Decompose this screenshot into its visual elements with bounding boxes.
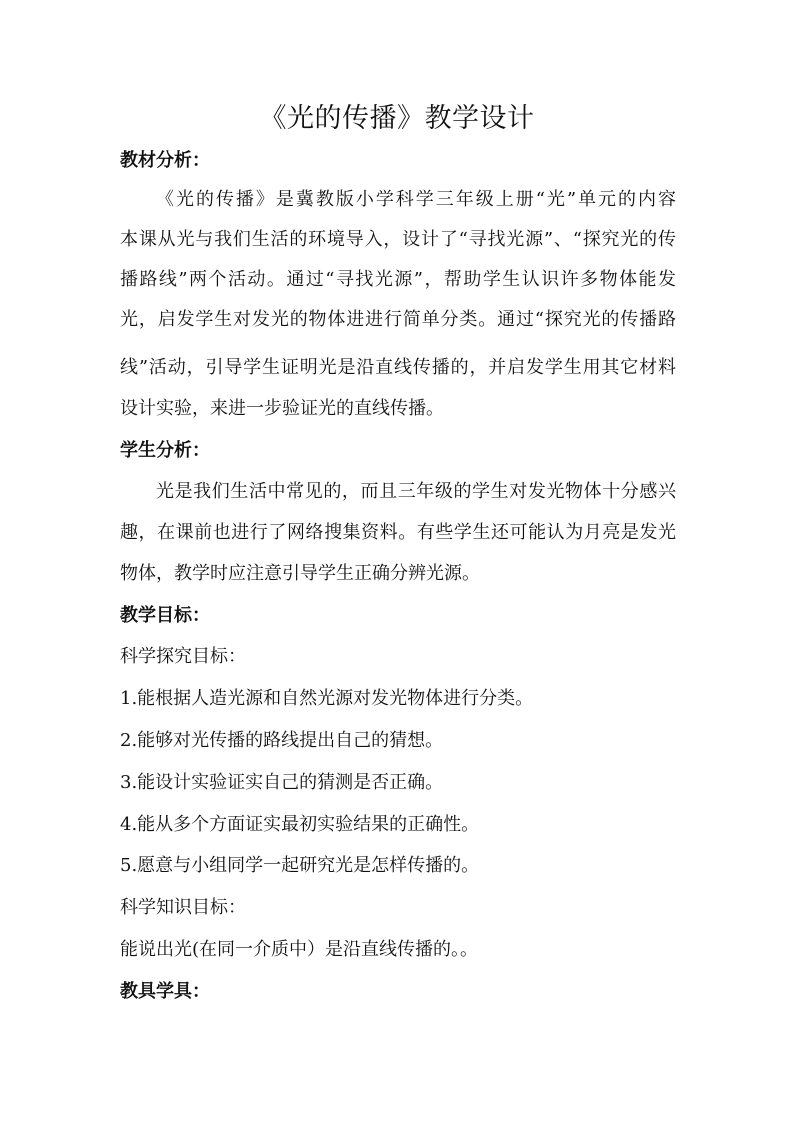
student-analysis-line: 光是我们生活中常见的，而且三年级的学生对发光物体十分感兴	[156, 481, 676, 502]
inquiry-goal-item: 3.能设计实验证实自己的猜测是否正确。	[120, 772, 444, 793]
teaching-goals-heading: 教学目标：	[120, 605, 210, 626]
knowledge-goal-text: 能说出光(在同一介质中）是沿直线传播的。。	[120, 939, 479, 960]
textbook-analysis-line: 光，启发学生对发光的物体进进行简单分类。通过“探究光的传播路	[120, 309, 676, 330]
student-analysis-line: 物体，教学时应注意引导学生正确分辨光源。	[120, 563, 480, 584]
inquiry-goal-item: 1.能根据人造光源和自然光源对发光物体进行分类。	[120, 688, 534, 709]
inquiry-goal-item: 2.能够对光传播的路线提出自己的猜想。	[120, 730, 444, 751]
document-title: 《光的传播》教学设计	[259, 103, 535, 134]
textbook-analysis-line: 线”活动，引导学生证明光是沿直线传播的，并启发学生用其它材料	[120, 357, 676, 378]
knowledge-goals-label: 科学知识目标：	[120, 897, 246, 918]
student-analysis-heading: 学生分析：	[120, 440, 210, 461]
inquiry-goals-label: 科学探究目标：	[120, 646, 246, 667]
student-analysis-line: 趣，在课前也进行了网络搜集资料。有些学生还可能认为月亮是发光	[120, 522, 676, 543]
textbook-analysis-heading: 教材分析：	[120, 150, 210, 171]
textbook-analysis-line: 设计实验，来进一步验证光的直线传播。	[120, 398, 444, 419]
inquiry-goal-item: 5.愿意与小组同学一起研究光是怎样传播的。	[120, 855, 480, 876]
textbook-analysis-line: 播路线”两个活动。通过“寻找光源”，帮助学生认识许多物体能发	[120, 269, 676, 290]
textbook-analysis-line: 本课从光与我们生活的环境导入，设计了“寻找光源”、“探究光的传	[120, 229, 676, 250]
teaching-tools-heading: 教具学具：	[120, 981, 210, 1002]
textbook-analysis-line: 《光的传播》是冀教版小学科学三年级上册“光”单元的内容	[156, 189, 676, 210]
inquiry-goal-item: 4.能从多个方面证实最初实验结果的正确性。	[120, 814, 480, 835]
